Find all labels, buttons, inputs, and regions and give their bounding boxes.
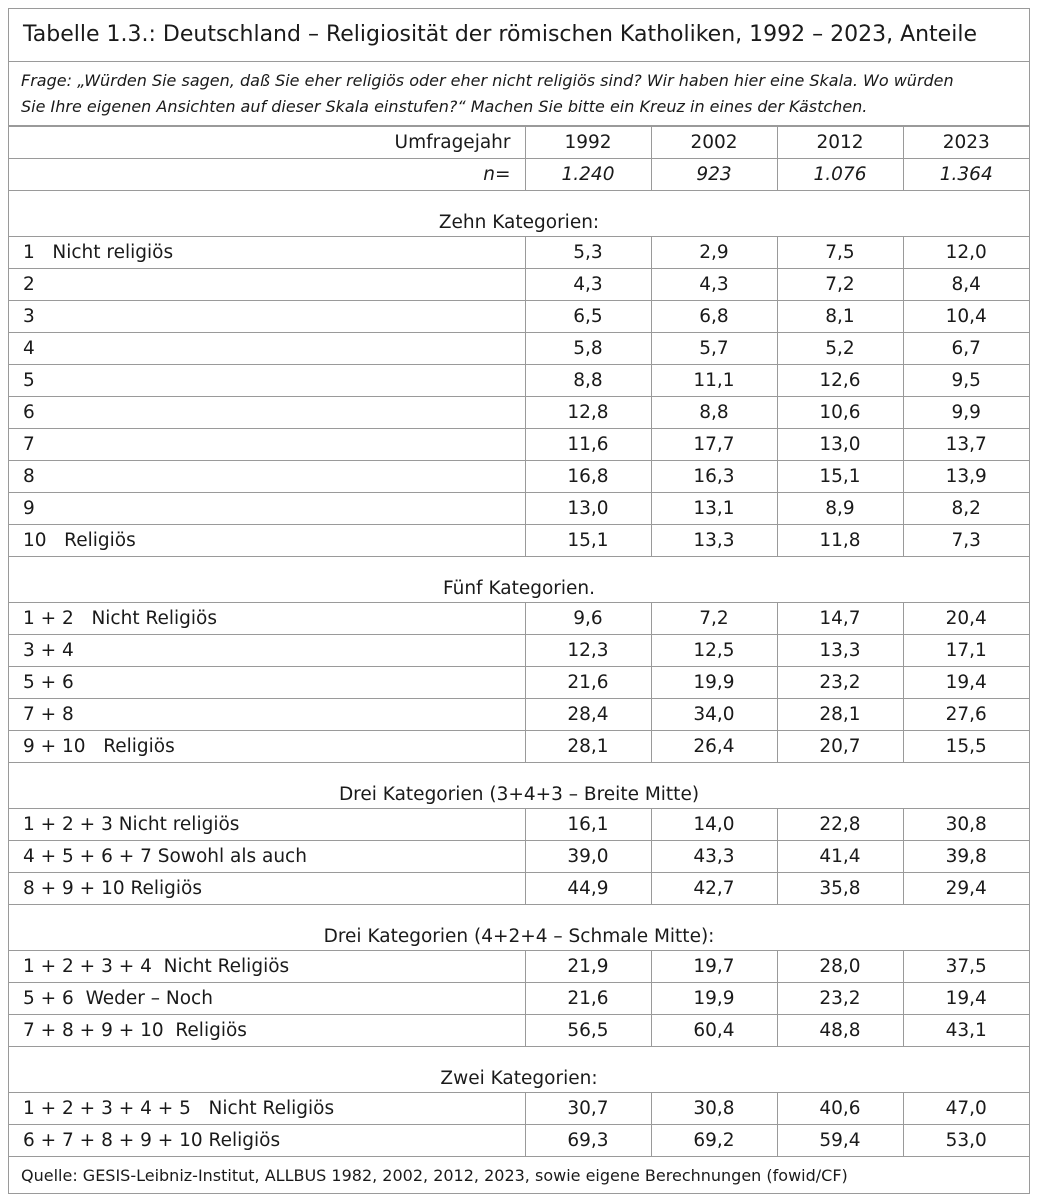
cell-value: 4,3: [651, 269, 777, 301]
cell-value: 34,0: [651, 699, 777, 731]
religiosity-table-frame: [8, 8, 1030, 1194]
row-label: 5 + 6 Weder – Noch: [9, 983, 525, 1015]
cell-value: 17,7: [651, 429, 777, 461]
table-row: [9, 635, 1029, 667]
year-header-row: [9, 127, 1029, 159]
cell-value: 14,0: [651, 809, 777, 841]
cell-value: 14,7: [777, 603, 903, 635]
section-header: [9, 1047, 1029, 1093]
sample-size-2002: 923: [651, 159, 777, 191]
survey-question-line-1: Frage: „Würden Sie sagen, daß Sie eher religiös oder eher nicht religiös sind? Wir haben hier eine Skala. Wo würden: [21, 71, 954, 90]
cell-value: 11,8: [777, 525, 903, 557]
year-1992: 1992: [525, 127, 651, 159]
section-header: [9, 191, 1029, 237]
table-row: [9, 333, 1029, 365]
row-label: 8 + 9 + 10 Religiös: [9, 873, 525, 905]
cell-value: 13,1: [651, 493, 777, 525]
cell-value: 2,9: [651, 237, 777, 269]
cell-value: 39,0: [525, 841, 651, 873]
table-row: [9, 365, 1029, 397]
cell-value: 21,6: [525, 667, 651, 699]
cell-value: 8,8: [651, 397, 777, 429]
cell-value: 42,7: [651, 873, 777, 905]
cell-value: 20,4: [903, 603, 1029, 635]
sample-size-2023: 1.364: [903, 159, 1029, 191]
section-title: Zehn Kategorien:: [9, 191, 1029, 237]
cell-value: 17,1: [903, 635, 1029, 667]
cell-value: 48,8: [777, 1015, 903, 1047]
table-row: [9, 1015, 1029, 1047]
cell-value: 20,7: [777, 731, 903, 763]
row-label: 8: [9, 461, 525, 493]
section-title: Drei Kategorien (3+4+3 – Breite Mitte): [9, 763, 1029, 809]
cell-value: 9,6: [525, 603, 651, 635]
cell-value: 12,3: [525, 635, 651, 667]
cell-value: 29,4: [903, 873, 1029, 905]
cell-value: 43,3: [651, 841, 777, 873]
cell-value: 13,9: [903, 461, 1029, 493]
row-label: 7 + 8: [9, 699, 525, 731]
table-row: [9, 269, 1029, 301]
cell-value: 23,2: [777, 983, 903, 1015]
year-2012: 2012: [777, 127, 903, 159]
row-label: 9: [9, 493, 525, 525]
cell-value: 69,3: [525, 1125, 651, 1157]
survey-question: [9, 62, 1029, 126]
cell-value: 28,1: [525, 731, 651, 763]
cell-value: 7,2: [777, 269, 903, 301]
cell-value: 5,3: [525, 237, 651, 269]
cell-value: 43,1: [903, 1015, 1029, 1047]
table-row: [9, 873, 1029, 905]
sample-size-row: [9, 159, 1029, 191]
table-row: [9, 397, 1029, 429]
cell-value: 9,5: [903, 365, 1029, 397]
cell-value: 7,3: [903, 525, 1029, 557]
cell-value: 15,1: [777, 461, 903, 493]
cell-value: 21,6: [525, 983, 651, 1015]
cell-value: 28,4: [525, 699, 651, 731]
row-label: 1 + 2 Nicht Religiös: [9, 603, 525, 635]
row-label: 9 + 10 Religiös: [9, 731, 525, 763]
cell-value: 60,4: [651, 1015, 777, 1047]
table-row: [9, 603, 1029, 635]
survey-question-line-2: Sie Ihre eigenen Ansichten auf dieser Skala einstufen?“ Machen Sie bitte ein Kreuz in eines der Kästchen.: [21, 97, 868, 116]
cell-value: 13,3: [777, 635, 903, 667]
cell-value: 16,1: [525, 809, 651, 841]
row-label: 7: [9, 429, 525, 461]
cell-value: 11,6: [525, 429, 651, 461]
table-row: [9, 667, 1029, 699]
cell-value: 10,4: [903, 301, 1029, 333]
table-row: [9, 841, 1029, 873]
cell-value: 41,4: [777, 841, 903, 873]
year-label: Umfragejahr: [9, 127, 525, 159]
section-title: Fünf Kategorien.: [9, 557, 1029, 603]
table-row: [9, 237, 1029, 269]
table-title: Tabelle 1.3.: Deutschland – Religiosität der römischen Katholiken, 1992 – 2023, Anteile: [9, 9, 1029, 62]
cell-value: 28,1: [777, 699, 903, 731]
cell-value: 37,5: [903, 951, 1029, 983]
cell-value: 13,7: [903, 429, 1029, 461]
table-body: [9, 127, 1029, 1194]
cell-value: 13,3: [651, 525, 777, 557]
cell-value: 19,4: [903, 983, 1029, 1015]
table-row: [9, 493, 1029, 525]
cell-value: 35,8: [777, 873, 903, 905]
cell-value: 59,4: [777, 1125, 903, 1157]
cell-value: 30,7: [525, 1093, 651, 1125]
cell-value: 8,8: [525, 365, 651, 397]
cell-value: 8,4: [903, 269, 1029, 301]
row-label: 6: [9, 397, 525, 429]
table-row: [9, 731, 1029, 763]
cell-value: 15,5: [903, 731, 1029, 763]
table-row: [9, 1125, 1029, 1157]
cell-value: 16,3: [651, 461, 777, 493]
cell-value: 53,0: [903, 1125, 1029, 1157]
cell-value: 8,1: [777, 301, 903, 333]
row-label: 5: [9, 365, 525, 397]
cell-value: 12,8: [525, 397, 651, 429]
cell-value: 27,6: [903, 699, 1029, 731]
table-row: [9, 525, 1029, 557]
cell-value: 7,5: [777, 237, 903, 269]
table-row: [9, 429, 1029, 461]
cell-value: 9,9: [903, 397, 1029, 429]
row-label: 1 + 2 + 3 + 4 + 5 Nicht Religiös: [9, 1093, 525, 1125]
row-label: 3 + 4: [9, 635, 525, 667]
cell-value: 12,6: [777, 365, 903, 397]
cell-value: 19,9: [651, 667, 777, 699]
row-label: 5 + 6: [9, 667, 525, 699]
cell-value: 15,1: [525, 525, 651, 557]
row-label: 1 Nicht religiös: [9, 237, 525, 269]
cell-value: 23,2: [777, 667, 903, 699]
row-label: 6 + 7 + 8 + 9 + 10 Religiös: [9, 1125, 525, 1157]
cell-value: 8,9: [777, 493, 903, 525]
row-label: 10 Religiös: [9, 525, 525, 557]
cell-value: 16,8: [525, 461, 651, 493]
cell-value: 13,0: [777, 429, 903, 461]
cell-value: 30,8: [903, 809, 1029, 841]
section-header: [9, 905, 1029, 951]
sample-size-label: n=: [9, 159, 525, 191]
cell-value: 19,4: [903, 667, 1029, 699]
cell-value: 47,0: [903, 1093, 1029, 1125]
section-header: [9, 557, 1029, 603]
year-2023: 2023: [903, 127, 1029, 159]
table-row: [9, 809, 1029, 841]
cell-value: 26,4: [651, 731, 777, 763]
table-row: [9, 983, 1029, 1015]
cell-value: 69,2: [651, 1125, 777, 1157]
cell-value: 28,0: [777, 951, 903, 983]
cell-value: 44,9: [525, 873, 651, 905]
cell-value: 39,8: [903, 841, 1029, 873]
cell-value: 19,7: [651, 951, 777, 983]
cell-value: 40,6: [777, 1093, 903, 1125]
cell-value: 21,9: [525, 951, 651, 983]
row-label: 1 + 2 + 3 + 4 Nicht Religiös: [9, 951, 525, 983]
section-title: Drei Kategorien (4+2+4 – Schmale Mitte):: [9, 905, 1029, 951]
row-label: 4: [9, 333, 525, 365]
cell-value: 30,8: [651, 1093, 777, 1125]
table-row: [9, 951, 1029, 983]
cell-value: 19,9: [651, 983, 777, 1015]
cell-value: 7,2: [651, 603, 777, 635]
table-row: [9, 1093, 1029, 1125]
table-row: [9, 461, 1029, 493]
row-label: 1 + 2 + 3 Nicht religiös: [9, 809, 525, 841]
row-label: 3: [9, 301, 525, 333]
source-note: Quelle: GESIS-Leibniz-Institut, ALLBUS 1982, 2002, 2012, 2023, sowie eigene Berechnungen (fowid/CF): [9, 1157, 1029, 1194]
row-label: 7 + 8 + 9 + 10 Religiös: [9, 1015, 525, 1047]
cell-value: 6,7: [903, 333, 1029, 365]
source-row: [9, 1157, 1029, 1194]
cell-value: 4,3: [525, 269, 651, 301]
data-table: [9, 126, 1029, 1193]
cell-value: 22,8: [777, 809, 903, 841]
cell-value: 6,8: [651, 301, 777, 333]
cell-value: 5,8: [525, 333, 651, 365]
cell-value: 13,0: [525, 493, 651, 525]
row-label: 4 + 5 + 6 + 7 Sowohl als auch: [9, 841, 525, 873]
cell-value: 12,0: [903, 237, 1029, 269]
row-label: 2: [9, 269, 525, 301]
table-row: [9, 301, 1029, 333]
sample-size-1992: 1.240: [525, 159, 651, 191]
sample-size-2012: 1.076: [777, 159, 903, 191]
year-2002: 2002: [651, 127, 777, 159]
cell-value: 8,2: [903, 493, 1029, 525]
cell-value: 5,2: [777, 333, 903, 365]
section-title: Zwei Kategorien:: [9, 1047, 1029, 1093]
cell-value: 5,7: [651, 333, 777, 365]
cell-value: 56,5: [525, 1015, 651, 1047]
cell-value: 6,5: [525, 301, 651, 333]
cell-value: 11,1: [651, 365, 777, 397]
section-header: [9, 763, 1029, 809]
cell-value: 10,6: [777, 397, 903, 429]
cell-value: 12,5: [651, 635, 777, 667]
table-row: [9, 699, 1029, 731]
